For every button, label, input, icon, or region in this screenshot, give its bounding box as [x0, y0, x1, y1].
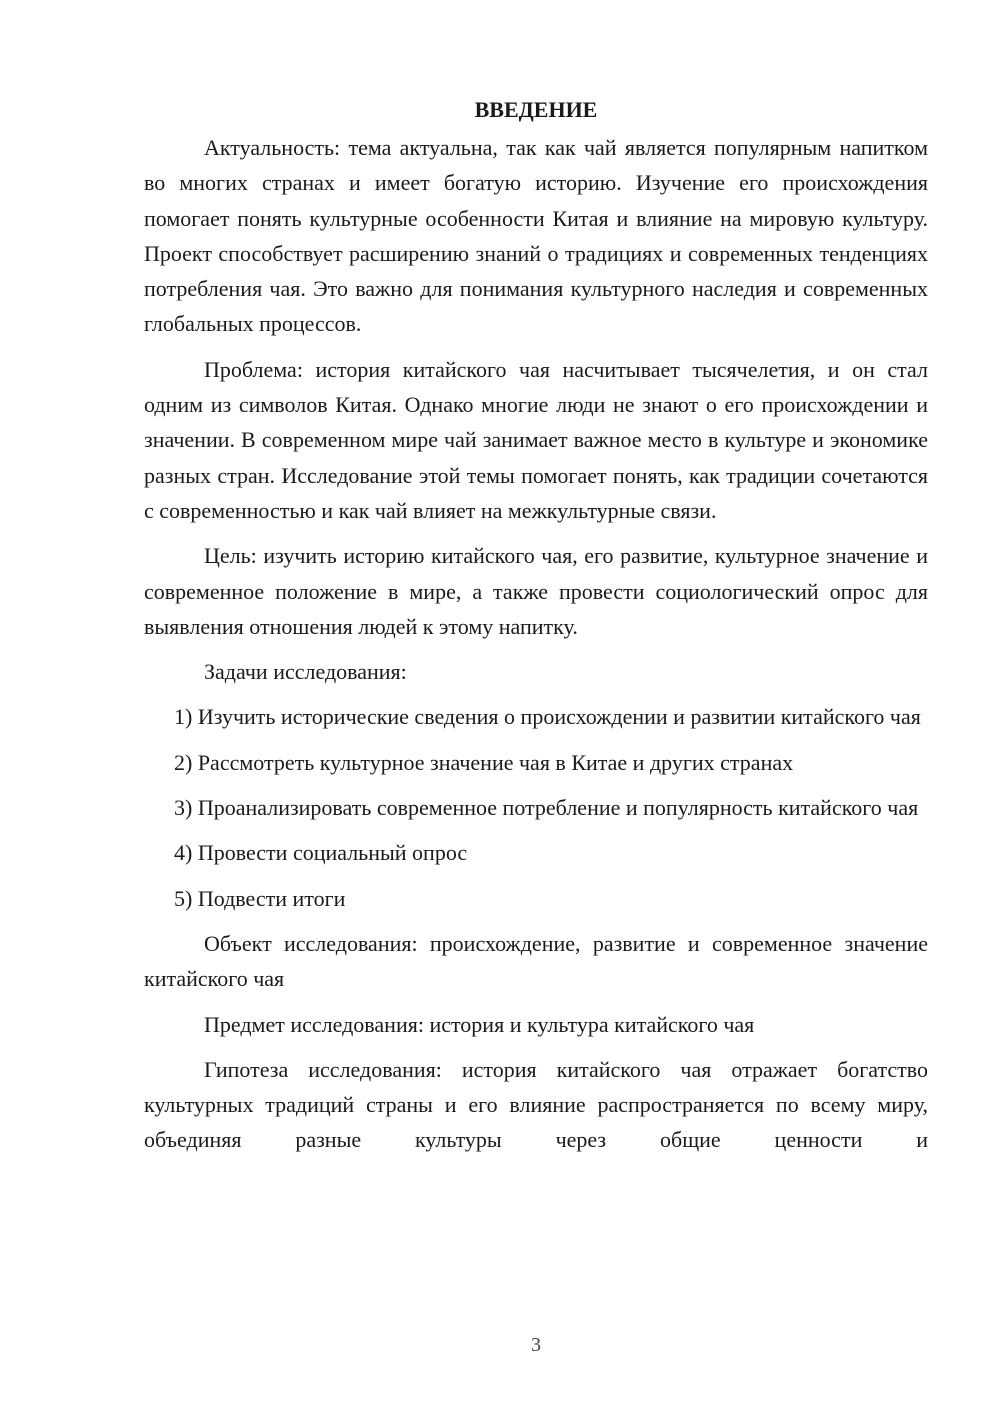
object-paragraph: Объект исследования: происхождение, развитие и современное значение китайского чая [144, 930, 928, 992]
problem-paragraph: Проблема: история китайского чая насчитывает тысячелетия, и он стал одним из символов Китая. Однако многие люди не знают о его происхождении и значении. В современном мире чай занимает важное место в культуре и экономике разных стран. Исследование этой темы помогает понять, как традиции сочетаются с современностью и как чай влияет на межкультурные связи. [144, 356, 928, 523]
task-item-1: 1) Изучить исторические сведения о происхождении и развитии китайского чая [174, 704, 921, 730]
tasks-heading: Задачи исследования: [204, 659, 407, 685]
task-item-4: 4) Провести социальный опрос [174, 840, 468, 866]
section-title: ВВЕДЕНИЕ [474, 97, 598, 122]
goal-paragraph: Цель: изучить историю китайского чая, его развитие, культурное значение и современное положение в мире, а также провести социологический опрос для выявления отношения людей к этому напитку. [144, 543, 928, 639]
subject-paragraph: Предмет исследования: история и культура китайского чая [204, 1011, 755, 1037]
document-page [144, 92, 928, 1168]
relevance-paragraph: Актуальность: тема актуальна, так как чай является популярным напитком во многих странах и имеет богатую историю. Изучение его происхождения помогает понять культурные особенности Китая и влияние на мировую культуру. Проект способствует расширению знаний о традициях и современных тенденциях потребления чая. Это важно для понимания культурного наследия и современных глобальных процессов. [144, 135, 928, 337]
task-item-2: 2) Рассмотреть культурное значение чая в Китае и других странах [174, 749, 794, 775]
task-item-5: 5) Подвести итоги [174, 885, 346, 911]
task-item-3: 3) Проанализировать современное потребление и популярность китайского чая [174, 795, 919, 821]
page-number: 3 [531, 1334, 541, 1356]
tasks-list [144, 699, 928, 915]
hypothesis-paragraph: Гипотеза исследования: история китайского чая отражает богатство культурных традиций страны и его влияние распространяется по всему миру, объединяя разные культуры через общие ценности и [144, 1056, 928, 1153]
